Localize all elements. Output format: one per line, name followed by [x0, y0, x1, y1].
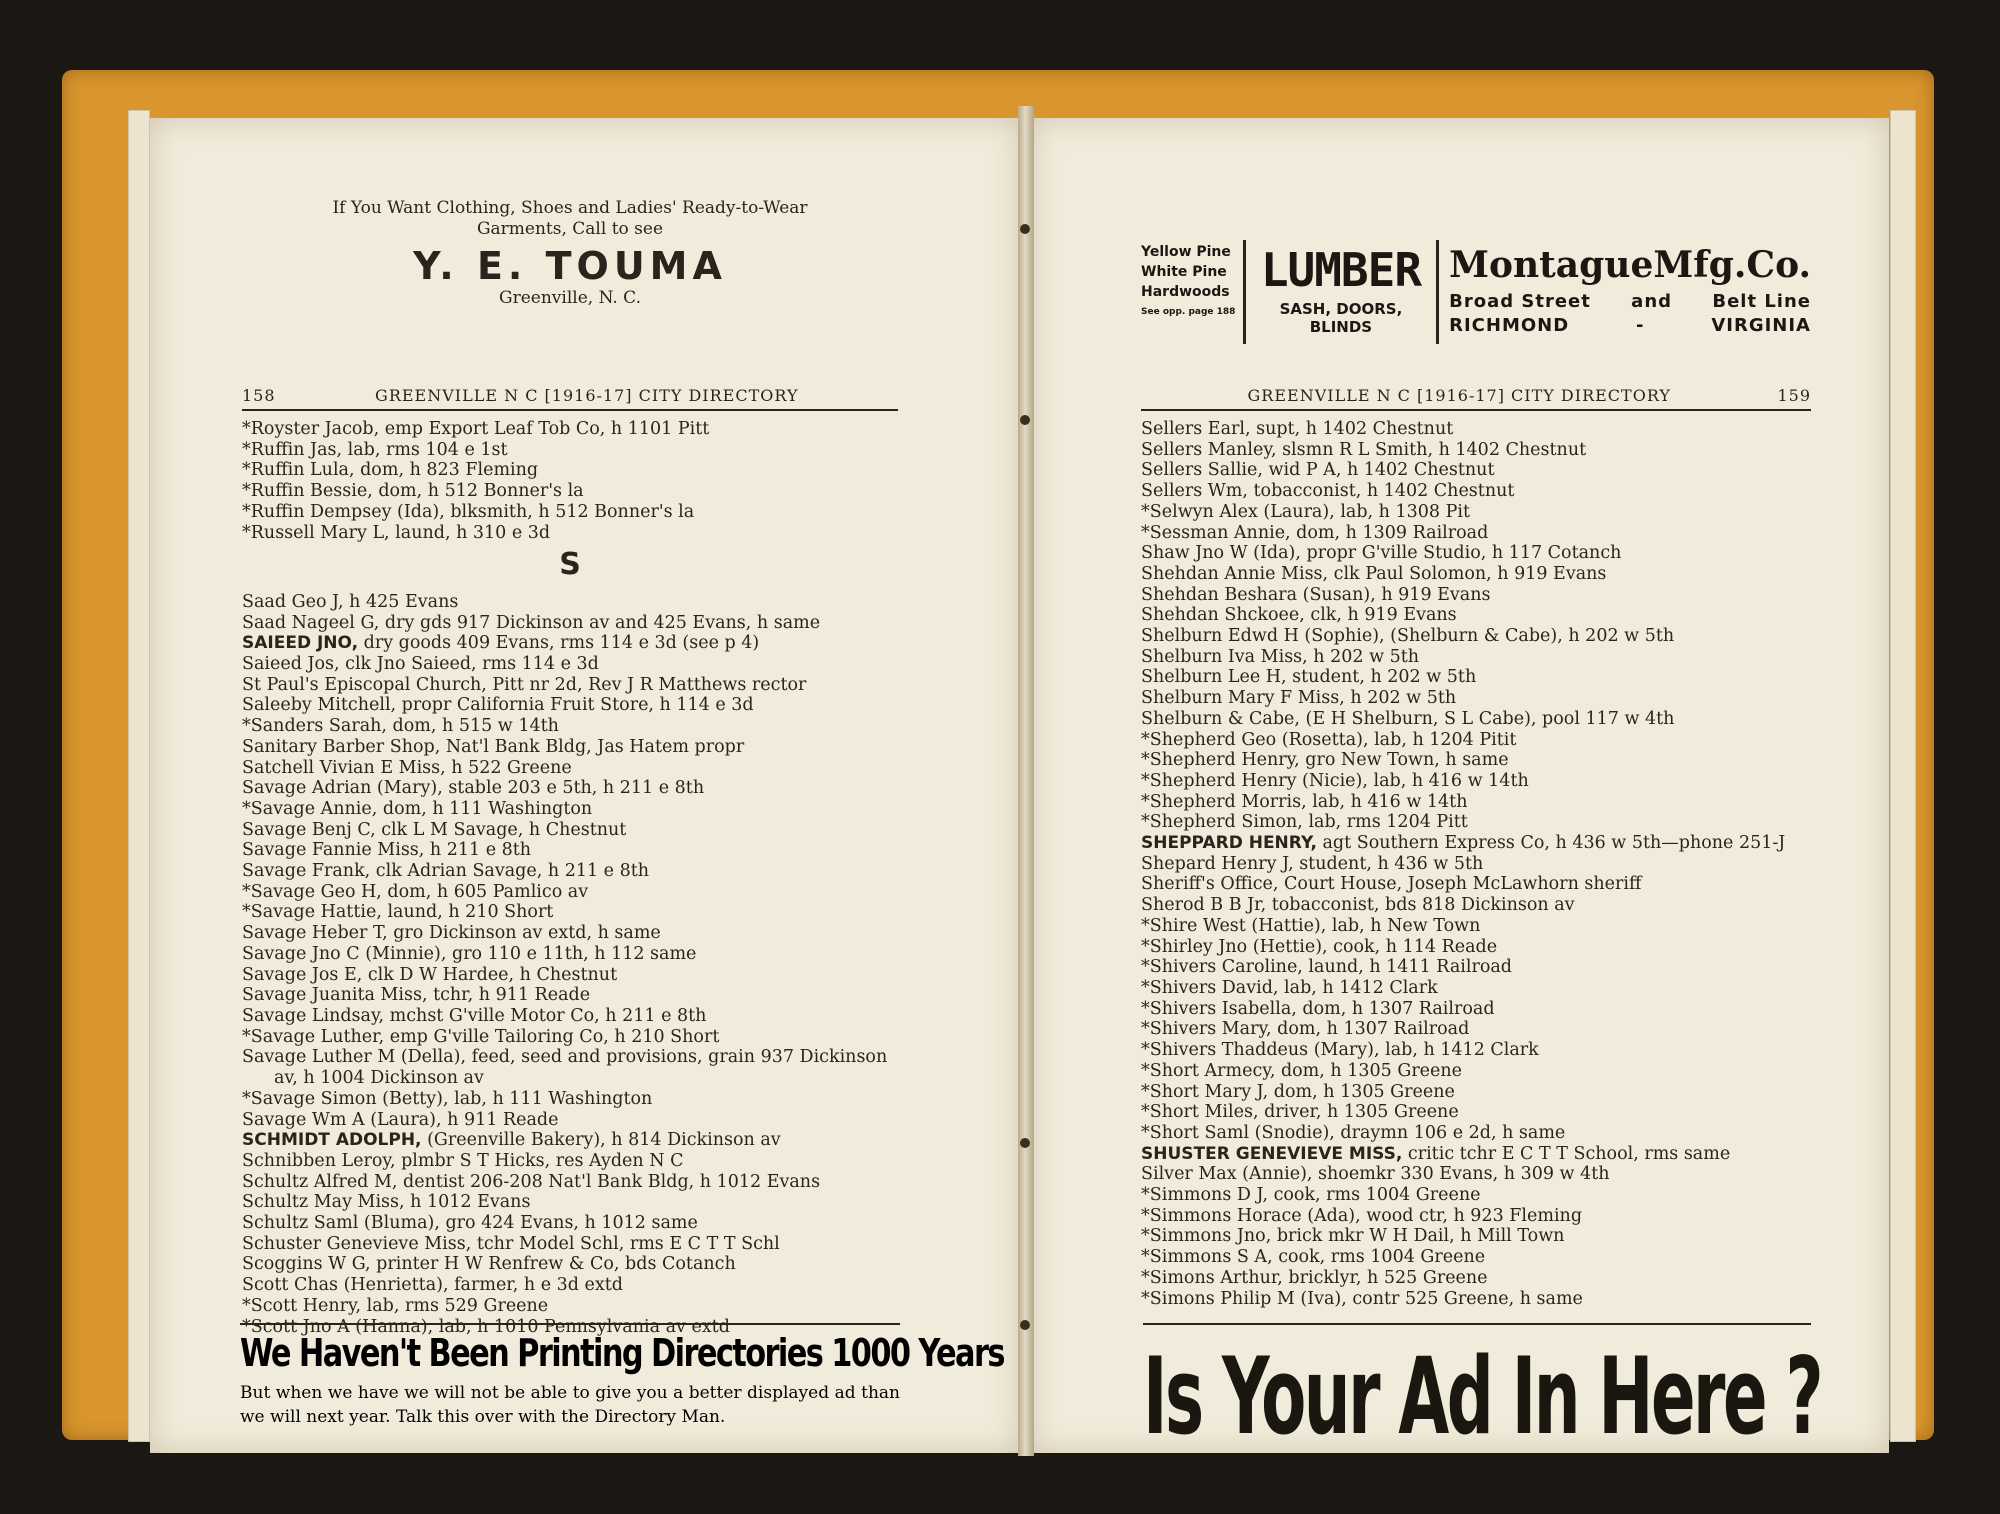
listing-right — [1141, 419, 1811, 1309]
listing-entry: Shelburn Mary F Miss, h 202 w 5th — [1141, 688, 1457, 709]
touma-ad-name: Y. E. TOUMA — [413, 244, 727, 288]
listing-entry: Shehdan Shckoee, clk, h 919 Evans — [1141, 605, 1457, 626]
listing-entry: *Shivers Thaddeus (Mary), lab, h 1412 Clark — [1141, 1040, 1539, 1061]
entries-saieed-to-savage — [242, 654, 898, 1047]
listing-entry: St Paul's Episcopal Church, Pitt nr 2d, Rev J R Matthews rector — [242, 674, 807, 695]
company-name-b: Mfg. — [1653, 244, 1747, 286]
section-letter: S — [559, 547, 581, 583]
listing-entry: Saieed Jos, clk Jno Saieed, rms 114 e 3d — [242, 654, 599, 675]
listing-entry: *Short Miles, driver, h 1305 Greene — [1141, 1102, 1459, 1123]
entries-before-s — [242, 419, 898, 543]
company-city — [1449, 314, 1811, 338]
listing-entry: *Simons Philip M (Iva), contr 525 Greene, h same — [1141, 1288, 1583, 1309]
listing-entry: *Shepherd Geo (Rosetta), lab, h 1204 Pitit — [1141, 729, 1517, 750]
page-number-right: 159 — [1777, 386, 1811, 405]
listing-entry: *Shepherd Henry (Nicie), lab, h 416 w 14th — [1141, 770, 1529, 791]
sheppard-rest: agt Southern Express Co, h 436 w 5th—phone 251-J — [1316, 833, 1786, 854]
shuster-rest: critic tchr E C T T School, rms same — [1402, 1143, 1731, 1164]
left-page — [150, 118, 1021, 1453]
listing-entry: *Shepherd Henry, gro New Town, h same — [1141, 750, 1509, 771]
your-ad-headline: Is Your Ad In Here ? — [1143, 1335, 1822, 1458]
printing-ad-body: But when we have we will not be able to give you a better displayed ad than we will next year. Talk this over with the Directory Man. — [240, 1383, 900, 1427]
listing-entry: Sanitary Barber Shop, Nat'l Bank Bldg, Jas Hatem propr — [242, 736, 745, 757]
listing-entry: *Russell Mary L, laund, h 310 e 3d — [242, 522, 551, 543]
page-edges-left — [128, 110, 150, 1442]
saieed-name: SAIEED JNO, — [242, 633, 359, 654]
listing-entry: *Ruffin Jas, lab, rms 104 e 1st — [242, 439, 508, 460]
listing-entry: *Savage Luther, emp G'ville Tailoring Co, h 210 Short — [242, 1026, 720, 1047]
listing-entry: Sellers Manley, slsmn R L Smith, h 1402 Chestnut — [1141, 439, 1587, 460]
listing-entry: Saleeby Mitchell, propr California Fruit Store, h 114 e 3d — [242, 695, 754, 716]
page-number-left: 158 — [242, 386, 276, 405]
company-name-a: Montague — [1449, 244, 1654, 286]
company-address-b: and — [1631, 291, 1673, 312]
listing-entry: *Simons Arthur, bricklyr, h 525 Greene — [1141, 1267, 1488, 1288]
listing-entry: *Sanders Sarah, dom, h 515 w 14th — [242, 716, 559, 737]
listing-entry: *Shivers Mary, dom, h 1307 Railroad — [1141, 1019, 1470, 1040]
listing-entry: *Scott Jno A (Hanna), lab, h 1010 Pennsylvania av extd — [242, 1316, 730, 1337]
listing-entry: *Shivers David, lab, h 1412 Clark — [1141, 977, 1438, 998]
listing-entry: *Ruffin Lula, dom, h 823 Fleming — [242, 460, 539, 481]
listing-entry: Savage Jos E, clk D W Hardee, h Chestnut — [242, 964, 618, 985]
listing-entry: *Sessman Annie, dom, h 1309 Railroad — [1141, 522, 1489, 543]
saieed-rest: dry goods 409 Evans, rms 114 e 3d (see p 4) — [358, 633, 760, 654]
lumber-ad-company — [1439, 240, 1811, 344]
listing-entry: Savage Benj C, clk L M Savage, h Chestnut — [242, 819, 627, 840]
touma-ad-line2: Garments, Call to see — [476, 219, 664, 239]
schmidt-name: SCHMIDT ADOLPH, — [242, 1130, 422, 1151]
header-title-right: GREENVILLE N C [1916-17] CITY DIRECTORY — [1247, 386, 1671, 405]
listing-entry: Saad Nageel G, dry gds 917 Dickinson av and 425 Evans, h same — [242, 612, 821, 633]
listing-entry: Scott Chas (Henrietta), farmer, h e 3d extd — [242, 1275, 623, 1296]
lumber-ad-big: LUMBER — [1260, 243, 1422, 297]
touma-ad-city: Greenville, N. C. — [499, 288, 641, 308]
listing-entry: *Savage Simon (Betty), lab, h 111 Washington — [242, 1088, 653, 1109]
binding-stitch — [1020, 415, 1030, 425]
listing-entry: Savage Frank, clk Adrian Savage, h 211 e 8th — [242, 861, 650, 882]
lumber-ad-see-page: See opp. page 188 — [1141, 307, 1236, 317]
wood-white-pine: White Pine — [1141, 264, 1227, 280]
listing-entry: *Savage Annie, dom, h 111 Washington — [242, 798, 593, 819]
touma-ad-line1: If You Want Clothing, Shoes and Ladies' Ready-to-Wear — [332, 198, 808, 218]
running-head-right — [1141, 386, 1811, 411]
entries-shepard-to-short — [1141, 854, 1811, 1144]
listing-entry-schmidt — [242, 1130, 898, 1151]
listing-entry: Shepard Henry J, student, h 436 w 5th — [1141, 853, 1484, 874]
listing-entry: Shelburn & Cabe, (E H Shelburn, S L Cabe), pool 117 w 4th — [1141, 708, 1675, 729]
book-gutter — [1018, 106, 1034, 1456]
company-address-c: Belt Line — [1712, 291, 1811, 312]
company-name — [1449, 240, 1811, 290]
company-address — [1449, 290, 1811, 314]
binding-stitch — [1020, 1138, 1030, 1148]
listing-entry: *Shire West (Hattie), lab, h New Town — [1141, 915, 1481, 936]
listing-entry: Schultz Alfred M, dentist 206-208 Nat'l Bank Bldg, h 1012 Evans — [242, 1171, 821, 1192]
listing-entry: Silver Max (Annie), shoemkr 330 Evans, h 309 w 4th — [1141, 1164, 1610, 1185]
wood-hardwoods: Hardwoods — [1141, 284, 1230, 300]
entries-saad — [242, 592, 898, 633]
your-ad-ad — [1143, 1323, 1822, 1458]
listing-entry: Schuster Genevieve Miss, tchr Model Schl, rms E C T T Schl — [242, 1233, 780, 1254]
company-name-c: Co. — [1746, 244, 1811, 286]
listing-entry-saieed — [242, 633, 898, 654]
schmidt-rest: (Greenville Bakery), h 814 Dickinson av — [421, 1130, 781, 1151]
touma-ad — [242, 198, 898, 386]
company-city-b: - — [1636, 315, 1645, 336]
listing-entry: Shelburn Lee H, student, h 202 w 5th — [1141, 667, 1477, 688]
entries-savage-simon — [242, 1089, 898, 1130]
listing-entry: *Royster Jacob, emp Export Leaf Tob Co, h 1101 Pitt — [242, 419, 710, 439]
lumber-ad — [1141, 240, 1811, 344]
listing-entry: *Ruffin Bessie, dom, h 512 Bonner's la — [242, 481, 584, 502]
listing-entry: Savage Juanita Miss, tchr, h 911 Reade — [242, 985, 591, 1006]
listing-entry: Sellers Wm, tobacconist, h 1402 Chestnut — [1141, 481, 1515, 502]
lumber-ad-woods — [1141, 240, 1243, 344]
listing-entry: Sellers Sallie, wid P A, h 1402 Chestnut — [1141, 460, 1495, 481]
lumber-ad-center — [1243, 240, 1439, 344]
listing-entry: Savage Heber T, gro Dickinson av extd, h same — [242, 923, 661, 944]
listing-entry: Savage Fannie Miss, h 211 e 8th — [242, 840, 532, 861]
listing-entry: *Shepherd Morris, lab, h 416 w 14th — [1141, 791, 1468, 812]
entries-silver-to-simons — [1141, 1164, 1811, 1309]
listing-entry: *Savage Hattie, laund, h 210 Short — [242, 902, 554, 923]
lumber-ad-sub: SASH, DOORS, BLINDS — [1279, 300, 1403, 336]
listing-entry: Savage Adrian (Mary), stable 203 e 5th, h 211 e 8th — [242, 778, 705, 799]
listing-entry: *Short Armecy, dom, h 1305 Greene — [1141, 1060, 1463, 1081]
listing-entry: *Scott Henry, lab, rms 529 Greene — [242, 1295, 549, 1316]
listing-entry: *Shepherd Simon, lab, rms 1204 Pitt — [1141, 812, 1468, 833]
listing-entry: Savage Wm A (Laura), h 911 Reade — [242, 1109, 559, 1130]
page-edges-right — [1890, 110, 1916, 1442]
listing-entry: Sheriff's Office, Court House, Joseph McLawhorn sheriff — [1141, 874, 1642, 895]
binding-stitch — [1020, 1320, 1030, 1330]
listing-entry: Shelburn Iva Miss, h 202 w 5th — [1141, 646, 1420, 667]
printing-ad — [240, 1323, 1004, 1429]
company-address-a: Broad Street — [1449, 291, 1591, 312]
listing-entry: Schnibben Leroy, plmbr S T Hicks, res Ayden N C — [242, 1150, 684, 1171]
listing-entry: *Ruffin Dempsey (Ida), blksmith, h 512 Bonner's la — [242, 501, 695, 522]
wood-yellow-pine: Yellow Pine — [1141, 244, 1231, 260]
listing-entry: Schultz May Miss, h 1012 Evans — [242, 1192, 531, 1213]
listing-entry: *Savage Geo H, dom, h 605 Pamlico av — [242, 881, 589, 902]
entries-sellers-to-shepherd — [1141, 419, 1811, 833]
listing-entry: *Shivers Isabella, dom, h 1307 Railroad — [1141, 998, 1495, 1019]
listing-entry: Savage Lindsay, mchst G'ville Motor Co, h 211 e 8th — [242, 1005, 707, 1026]
listing-entry: Shaw Jno W (Ida), propr G'ville Studio, h 117 Cotanch — [1141, 543, 1622, 564]
right-page — [1030, 118, 1889, 1458]
company-city-c: VIRGINIA — [1711, 315, 1811, 336]
listing-entry: *Selwyn Alex (Laura), lab, h 1308 Pit — [1141, 501, 1471, 522]
listing-entry: Saad Geo J, h 425 Evans — [242, 591, 459, 612]
listing-entry: Schultz Saml (Bluma), gro 424 Evans, h 1012 same — [242, 1213, 698, 1234]
listing-entry: *Simmons D J, cook, rms 1004 Greene — [1141, 1185, 1481, 1206]
listing-entry: Satchell Vivian E Miss, h 522 Greene — [242, 757, 572, 778]
printing-ad-headline: We Haven't Been Printing Directories 1000 Years — [240, 1331, 1004, 1375]
listing-entry: *Simmons Horace (Ada), wood ctr, h 923 Fleming — [1141, 1205, 1583, 1226]
listing-entry: Shehdan Beshara (Susan), h 919 Evans — [1141, 584, 1491, 605]
running-head-left — [242, 386, 898, 411]
binding-stitch — [1020, 224, 1030, 234]
listing-entry: Shehdan Annie Miss, clk Paul Solomon, h 919 Evans — [1141, 563, 1607, 584]
listing-entry: Shelburn Edwd H (Sophie), (Shelburn & Cabe), h 202 w 5th — [1141, 626, 1675, 647]
listing-entry: Sellers Earl, supt, h 1402 Chestnut — [1141, 419, 1454, 439]
shuster-name: SHUSTER GENEVIEVE MISS, — [1141, 1143, 1403, 1164]
listing-entry: Sherod B B Jr, tobacconist, bds 818 Dickinson av — [1141, 895, 1575, 916]
company-city-a: RICHMOND — [1449, 315, 1570, 336]
listing-entry: *Simmons S A, cook, rms 1004 Greene — [1141, 1247, 1486, 1268]
listing-entry-shuster — [1141, 1144, 1811, 1165]
sheppard-name: SHEPPARD HENRY, — [1141, 833, 1317, 854]
listing-entry: *Short Saml (Snodie), draymn 106 e 2d, h same — [1141, 1122, 1566, 1143]
listing-entry: *Shivers Caroline, laund, h 1411 Railroad — [1141, 957, 1513, 978]
listing-entry: *Short Mary J, dom, h 1305 Greene — [1141, 1081, 1455, 1102]
listing-entry: *Simmons Jno, brick mkr W H Dail, h Mill Town — [1141, 1226, 1565, 1247]
listing-entry-sheppard — [1141, 833, 1811, 854]
header-title-left: GREENVILLE N C [1916-17] CITY DIRECTORY — [375, 386, 799, 405]
listing-entry: Savage Jno C (Minnie), gro 110 e 11th, h 112 same — [242, 943, 697, 964]
listing-left — [242, 419, 898, 1337]
entries-schnibben-to-scott — [242, 1151, 898, 1337]
listing-entry: *Shirley Jno (Hettie), cook, h 114 Reade — [1141, 936, 1498, 957]
listing-entry: Scoggins W G, printer H W Renfrew & Co, bds Cotanch — [242, 1254, 736, 1275]
listing-entry-luther-m: Savage Luther M (Della), feed, seed and provisions, grain 937 Dickinson av, h 1004 Dickinson av — [242, 1047, 888, 1089]
